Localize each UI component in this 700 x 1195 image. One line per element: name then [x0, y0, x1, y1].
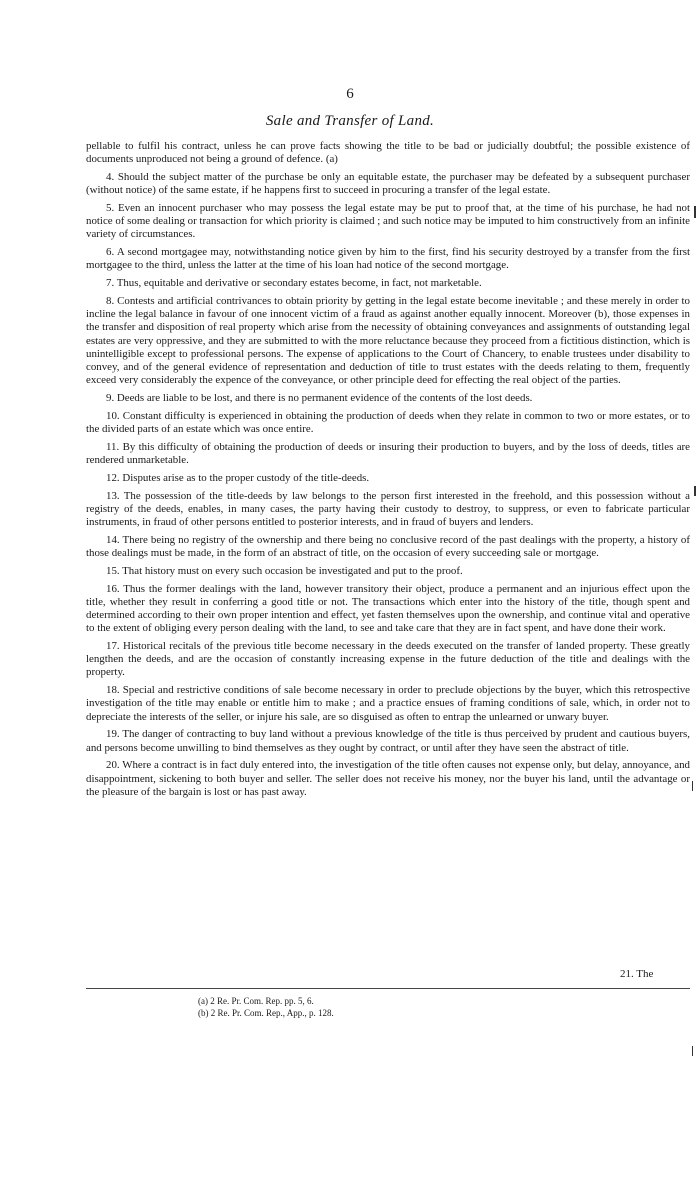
paragraph-7: 7. Thus, equitable and derivative or secondary estates become, in fact, not marketable.: [106, 277, 482, 290]
paragraph-14: 14. There being no registry of the ownership and there being no conclusive record of the past dealings with the property, a history of those dealings must be made, in the form of an abstract of title, on the occasion of every succeeding sale or mortgage.: [86, 533, 690, 560]
paragraph-11: 11. By this difficulty of obtaining the production of deeds or insuring their production to buyers, and by the loss of deeds, titles are rendered unmarketable.: [86, 440, 690, 467]
paragraph-10: 10. Constant difficulty is experienced in obtaining the production of deeds when they relate in common to two or more estates, or to the divided parts of an estate which was once entire.: [86, 409, 690, 436]
paragraph-13: 13. The possession of the title-deeds by law belongs to the person first interested in the freehold, and this possession without a registry of the deeds, enables, in many cases, the party having their custody to destroy, to suppress, or even to fabricate particular instruments, in fraud of other persons entitled to posterior interests, and in fraud of buyers and lenders.: [86, 489, 690, 529]
margin-mark: [692, 1046, 693, 1056]
paragraph-4: 4. Should the subject matter of the purchase be only an equitable estate, the purchaser may be defeated by a subsequent purchaser (without notice) of the same estate, if he happens first to succeed in procuring a transfer of the legal estate.: [86, 171, 690, 197]
paragraph-9: 9. Deeds are liable to be lost, and there is no permanent evidence of the contents of the lost deeds.: [106, 392, 533, 405]
page-number: 6: [346, 86, 354, 102]
paragraph-continuation: pellable to fulfil his contract, unless he can prove facts showing the title to be bad or judicially doubtful; the possible existence of documents unproduced not being a ground of defence. (a): [86, 140, 690, 166]
paragraph-20: 20. Where a contract is in fact duly entered into, the investigation of the title often causes not expense only, but delay, annoyance, and disappointment, sickening to both buyer and seller. The seller does not receive his money, nor the buyer his land, until the advantage or the pleasure of the bargain is lost or has past away.: [86, 759, 690, 798]
paragraph-19: 19. The danger of contracting to buy land without a previous knowledge of the title is thus perceived by prudent and cautious buyers, and persons become unwilling to bind themselves as they ought by contract, or until after they have seen the abstract of title.: [86, 728, 690, 754]
footnotes: [198, 996, 334, 1019]
page-title: Sale and Transfer of Land.: [265, 113, 435, 129]
body-text: [86, 140, 690, 804]
paragraph-17: 17. Historical recitals of the previous title become necessary in the deeds executed on the transfer of landed property. These greatly lengthen the deeds, and are the occasion of constantly increasing expense in the future deduction of the title and dealings with the property.: [86, 640, 690, 679]
paragraph-5: 5. Even an innocent purchaser who may possess the legal estate may be put to proof that, at the time of his purchase, he had not notice of some dealing or transaction for which priority is claimed ; and such notice may be imputed to him constructively from an infinite variety of circumstances.: [86, 202, 690, 241]
paragraph-18: 18. Special and restrictive conditions of sale become necessary in order to preclude objections by the buyer, which this retrospective investigation of the title may enable or entitle him to make ; and a practice ensues of framing conditions of sale, which, in order not to depreciate the interests of the seller, or injure his sale, are so disguised as often to entrap the unlearned or unwary buyer.: [86, 684, 690, 723]
footnote-a: (a) 2 Re. Pr. Com. Rep. pp. 5, 6.: [198, 996, 314, 1006]
footnote-b: (b) 2 Re. Pr. Com. Rep., App., p. 128.: [198, 1007, 334, 1018]
paragraph-16: 16. Thus the former dealings with the land, however transitory their object, produce a permanent and an injurious effect upon the title, whether they result in conferring a good title or not. The transactions which enter into the history of the title, though spent and determined according to their own proper intention and effect, yet fasten themselves upon the ownership, and continue vital and operative to the extent of obliging every person dealing with the land, to see and take care that they are in fact spent, and have done their work.: [86, 582, 690, 635]
paragraph-15: 15. That history must on every such occasion be investigated and put to the proof.: [106, 564, 463, 577]
footnote-rule: [86, 988, 690, 989]
margin-mark: [692, 781, 693, 791]
margin-mark: [694, 206, 696, 218]
margin-mark: [694, 486, 696, 496]
paragraph-8: 8. Contests and artificial contrivances to obtain priority by getting in the legal estate become inevitable ; and these merely in order to incline the legal balance in favour of one innocent victim of a fraud as against another equally innocent. Moreover (b), those expenses in the transfer and disposition of real property which arise from the necessity of obtaining conveyances and assignments of outstanding legal estates are very oppressive, and they are submitted to with the more reluctance because they proceed from a fictitious distinction, which is unintelligible except to professional persons. The expense of applications to the Court of Chancery, to enable trustees under disability to convey, and of the general evidence of representation and deduction of title to trust estates with the deeds relating to them, frequently exceed very considerably the expence of the conveyance, or other principle deed for effecting the real object of the parties.: [86, 295, 690, 387]
catchword: 21. The: [620, 968, 654, 980]
paragraph-12: 12. Disputes arise as to the proper custody of the title-deeds.: [106, 471, 370, 484]
paragraph-6: 6. A second mortgagee may, notwithstanding notice given by him to the first, find his security destroyed by a transfer from the first mortgagee to the third, unless the latter at the time of his loan had notice of the second mortgage.: [86, 246, 690, 272]
